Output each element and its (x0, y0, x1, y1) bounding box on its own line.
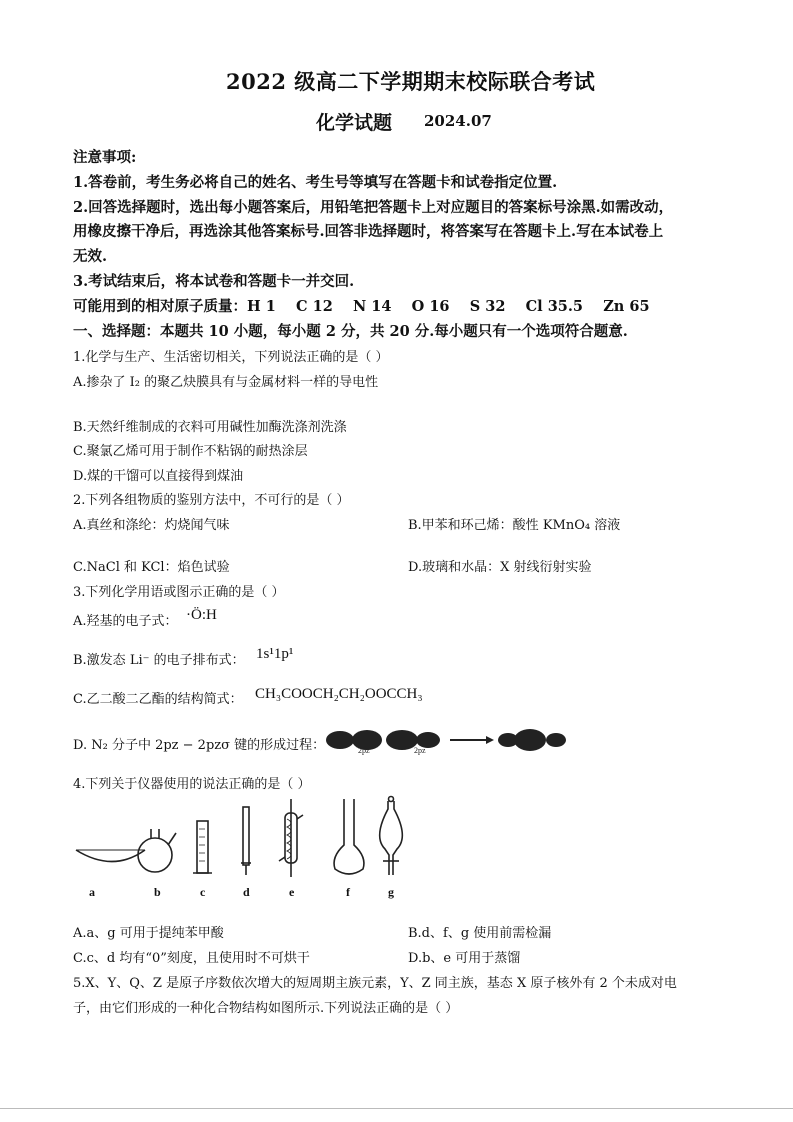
label-f: f (346, 885, 350, 899)
exam-title: 2022 级高二下学期期末校际联合考试 (226, 69, 596, 94)
label-b: b (154, 885, 161, 899)
q1-option-c: C.聚氯乙烯可用于制作不粘锅的耐热涂层 (73, 444, 308, 459)
q2-option-c: C.NaCl 和 KCl：焰色试验 (73, 560, 230, 575)
orbital-lobe (326, 731, 354, 749)
structural-formula: CH₃COOCH₂CH₂OOCCH₃ (255, 686, 423, 702)
label-a: a (89, 885, 95, 899)
notice-item-2-end: 无效. (73, 248, 108, 265)
sigma-bond-formation-figure (324, 726, 584, 756)
evaporating-dish (76, 850, 145, 862)
condenser (279, 799, 303, 877)
section-1-heading: 一、选择题：本题共 10 小题，每小题 2 分，共 20 分.每小题只有一个选项符合题意. (73, 323, 628, 340)
burette (241, 807, 251, 875)
q2-option-a: A.真丝和涤纶：灼烧闻气味 (73, 518, 230, 533)
q4-option-d: D.b、e 可用于蒸馏 (408, 951, 521, 966)
arrow-head (486, 736, 494, 744)
q1-option-d: D.煤的干馏可以直接得到煤油 (73, 469, 244, 484)
q2-option-b: B.甲苯和环己烯：酸性 KMnO₄ 溶液 (408, 518, 621, 533)
lab-apparatus-figure (73, 795, 418, 895)
q3-option-a: A.羟基的电子式： (73, 614, 178, 629)
label-d: d (243, 885, 250, 899)
q2-stem: 2.下列各组物质的鉴别方法中，不可行的是（ ） (73, 493, 350, 508)
atomic-masses: 可能用到的相对原子质量：H 1 C 12 N 14 O 16 S 32 Cl 35.5 Zn 65 (73, 298, 650, 315)
apparatus-labels (73, 885, 418, 901)
notice-item-3: 3.考试结束后，将本试卷和答题卡一并交回. (73, 273, 355, 290)
q3-option-b: B.激发态 Li⁻ 的电子排布式： (73, 653, 245, 668)
separatory-funnel (380, 797, 403, 876)
q4-option-c: C.c、d 均有“0”刻度，且使用时不可烘干 (73, 951, 310, 966)
orbital-lobe (546, 733, 566, 747)
q4-option-a: A.a、g 可用于提纯苯甲酸 (73, 926, 224, 941)
q5-stem-line-1: 5.X、Y、Q、Z 是原子序数依次增大的短周期主族元素，Y、Z 同主族，基态 X 原子核外有 2 个未成对电 (73, 976, 677, 991)
label-c: c (200, 885, 206, 899)
orbital-label-right: 2pz (414, 746, 426, 755)
graduated-cylinder (193, 821, 212, 873)
exam-date: 2024.07 (424, 112, 492, 130)
notice-heading: 注意事项: (73, 149, 137, 166)
hydroxyl-electron-formula: ·Ö:H (186, 607, 217, 623)
q3-stem: 3.下列化学用语或图示正确的是（ ） (73, 585, 285, 600)
notice-item-1: 1.答卷前，考生务必将自己的姓名、考生号等填写在答题卡和试卷指定位置. (73, 174, 558, 191)
electron-configuration: 1s¹1p¹ (256, 646, 294, 662)
page-bottom-rule (0, 1108, 793, 1109)
q1-stem: 1.化学与生产、生活密切相关，下列说法正确的是（ ） (73, 350, 389, 365)
label-g: g (388, 885, 394, 899)
orbital-label-left: 2pz (358, 746, 370, 755)
orbital-lobe (514, 729, 546, 751)
label-e: e (289, 885, 295, 899)
subject-title: 化学试题 (316, 112, 393, 134)
notice-item-2-cont: 用橡皮擦干净后，再选涂其他答案标号.回答非选择题时，将答案写在答题卡上.写在本试卷上 (73, 223, 664, 240)
volumetric-flask (334, 799, 364, 874)
q3-option-c: C.乙二酸二乙酯的结构简式： (73, 692, 243, 707)
q4-option-b: B.d、f、g 使用前需检漏 (408, 926, 552, 941)
q4-stem: 4.下列关于仪器使用的说法正确的是（ ） (73, 777, 311, 792)
q2-option-d: D.玻璃和水晶：X 射线衍射实验 (408, 560, 592, 575)
q1-option-b: B.天然纤维制成的衣料可用碱性加酶洗涤剂洗涤 (73, 420, 347, 435)
q5-stem-line-2: 子，由它们形成的一种化合物结构如图所示.下列说法正确的是（ ） (73, 1001, 459, 1016)
q3-option-d: D. N₂ 分子中 2pz − 2pzσ 键的形成过程： (73, 738, 326, 753)
notice-item-2: 2.回答选择题时，选出每小题答案后，用铅笔把答题卡上对应题目的答案标号涂黑.如需改动， (73, 199, 674, 216)
q1-option-a: A.掺杂了 I₂ 的聚乙炔膜具有与金属材料一样的导电性 (73, 375, 379, 390)
